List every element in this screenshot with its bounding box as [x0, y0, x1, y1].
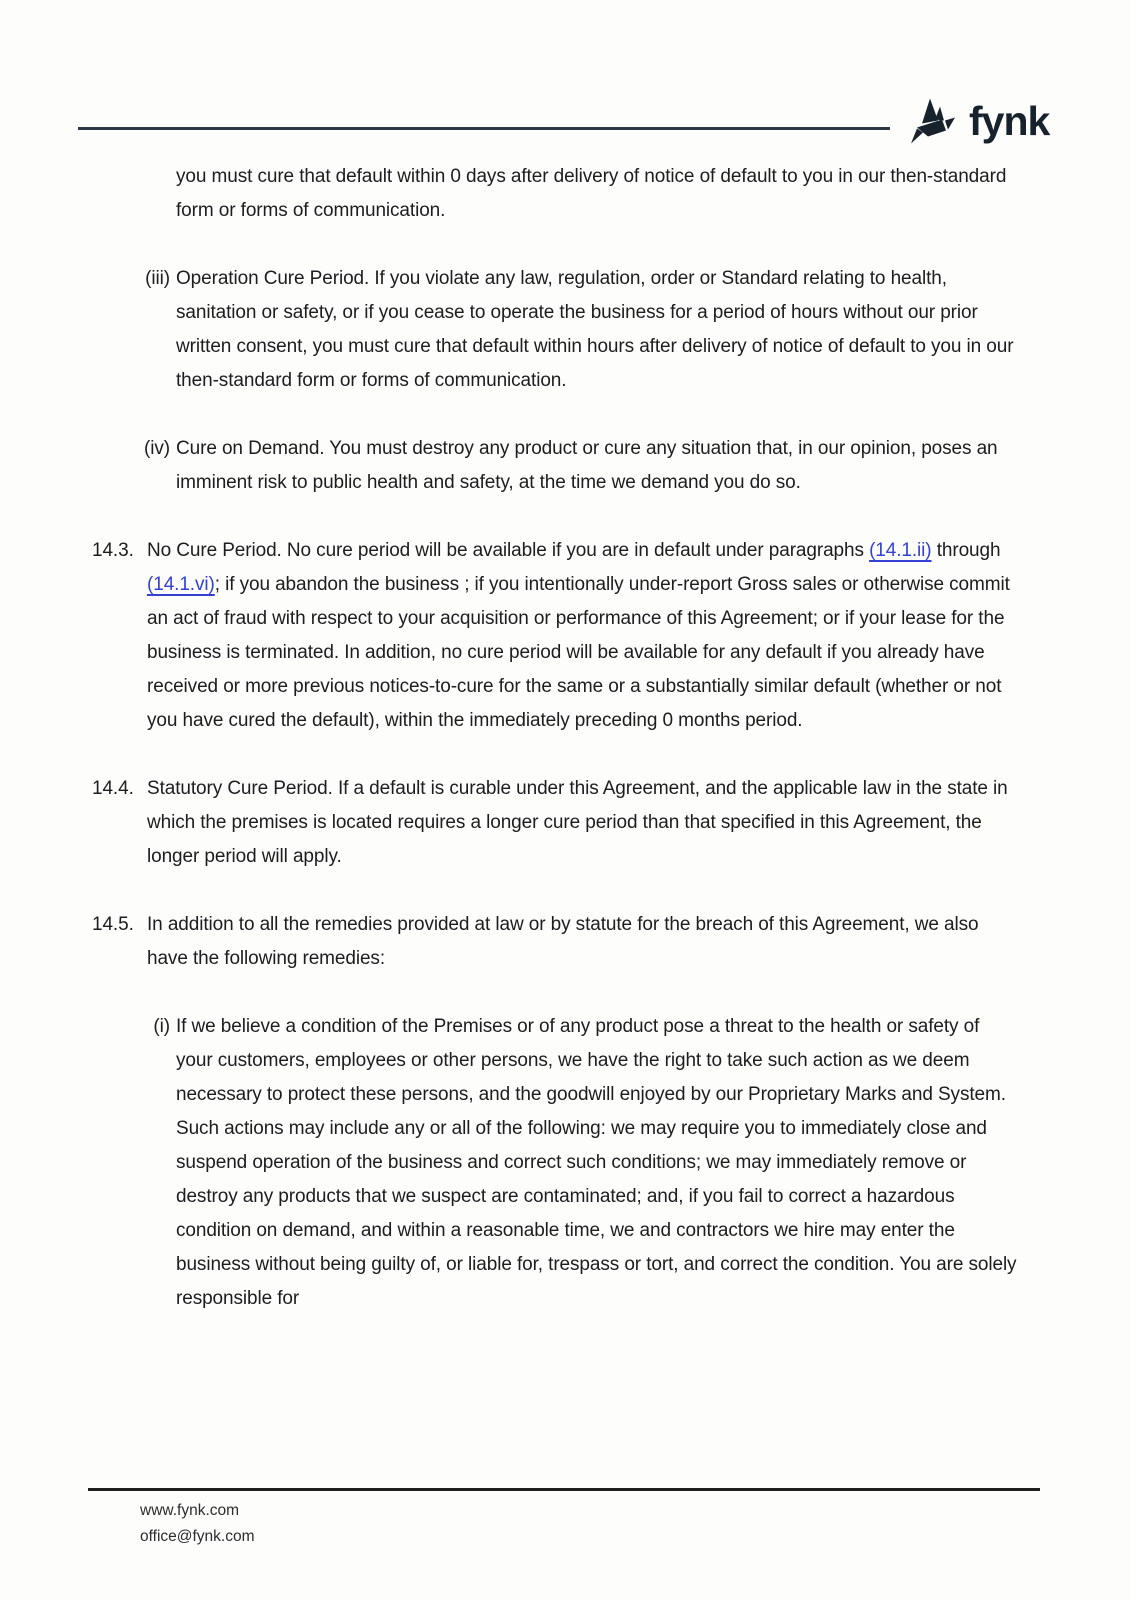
origami-crane-icon	[910, 97, 960, 153]
paragraph	[92, 1010, 1017, 1316]
paragraph-label: (iii)	[145, 268, 170, 289]
paragraph	[92, 432, 1017, 500]
paragraph-label: 14.5.	[92, 914, 134, 935]
paragraph	[92, 160, 1017, 228]
footer-divider	[88, 1488, 1040, 1491]
brand-wordmark: fynk	[969, 97, 1050, 144]
paragraph-label: 14.4.	[92, 778, 134, 799]
paragraph	[92, 534, 1017, 738]
document-body	[92, 160, 1017, 1350]
cross-reference-link[interactable]: (14.1.vi)	[147, 574, 215, 595]
paragraph-label: 14.3.	[92, 540, 134, 561]
paragraph-text: you must cure that default within 0 days after delivery of notice of default to you in our then-standard form or forms of communication.	[176, 166, 1007, 221]
paragraph-text: Operation Cure Period. If you violate any law, regulation, order or Standard relating to health, sanitation or safety, or if you cease to operate the business for a period of hours without our prior written consent, you must cure that default within hours after delivery of notice of default to you in our then-standard form or forms of communication.	[176, 268, 1014, 391]
header-divider	[78, 127, 890, 130]
paragraph-text: Cure on Demand. You must destroy any product or cure any situation that, in our opinion, poses an imminent risk to public health and safety, at the time we demand you do so.	[176, 438, 998, 493]
footer	[140, 1498, 255, 1550]
paragraph	[92, 262, 1017, 398]
paragraph-label: (i)	[153, 1016, 170, 1037]
footer-email: office@fynk.com	[140, 1528, 255, 1545]
paragraph-text: In addition to all the remedies provided at law or by statute for the breach of this Agreement, we also have the following remedies:	[147, 914, 979, 969]
paragraph	[92, 908, 1017, 976]
brand-logo	[910, 97, 1049, 153]
paragraph-text: Statutory Cure Period. If a default is curable under this Agreement, and the applicable law in the state in which the premises is located requires a longer cure period than that specified in this Agreement, the longer period will apply.	[147, 778, 1008, 867]
paragraph	[92, 772, 1017, 874]
paragraph-label: (iv)	[144, 438, 170, 459]
paragraph-text: If we believe a condition of the Premises or of any product pose a threat to the health or safety of your customers, employees or other persons, we have the right to take such action as we deem necessary to protect these persons, and the goodwill enjoyed by our Proprietary Marks and System. Such actions may include any or all of the following: we may require you to immediately close and suspend operation of the business and correct such conditions; we may immediately remove or destroy any products that we suspect are contaminated; and, if you fail to correct a hazardous condition on demand, and within a reasonable time, we and contractors we hire may enter the business without being guilty of, or liable for, trespass or tort, and correct the condition. You are solely responsible for	[176, 1016, 1017, 1309]
footer-website: www.fynk.com	[140, 1502, 240, 1519]
paragraph-text: No Cure Period. No cure period will be available if you are in default under paragraphs (14.1.ii) through (14.1.vi); if you abandon the business ; if you intentionally under-report Gross sales or otherwise commit an act of fraud with respect to your acquisition or performance of this Agreement; or if your lease for the business is terminated. In addition, no cure period will be available for any default if you already have received or more previous notices-to-cure for the same or a substantially similar default (whether or not you have cured the default), within the immediately preceding 0 months period.	[147, 540, 1010, 731]
cross-reference-link[interactable]: (14.1.ii)	[869, 540, 932, 561]
